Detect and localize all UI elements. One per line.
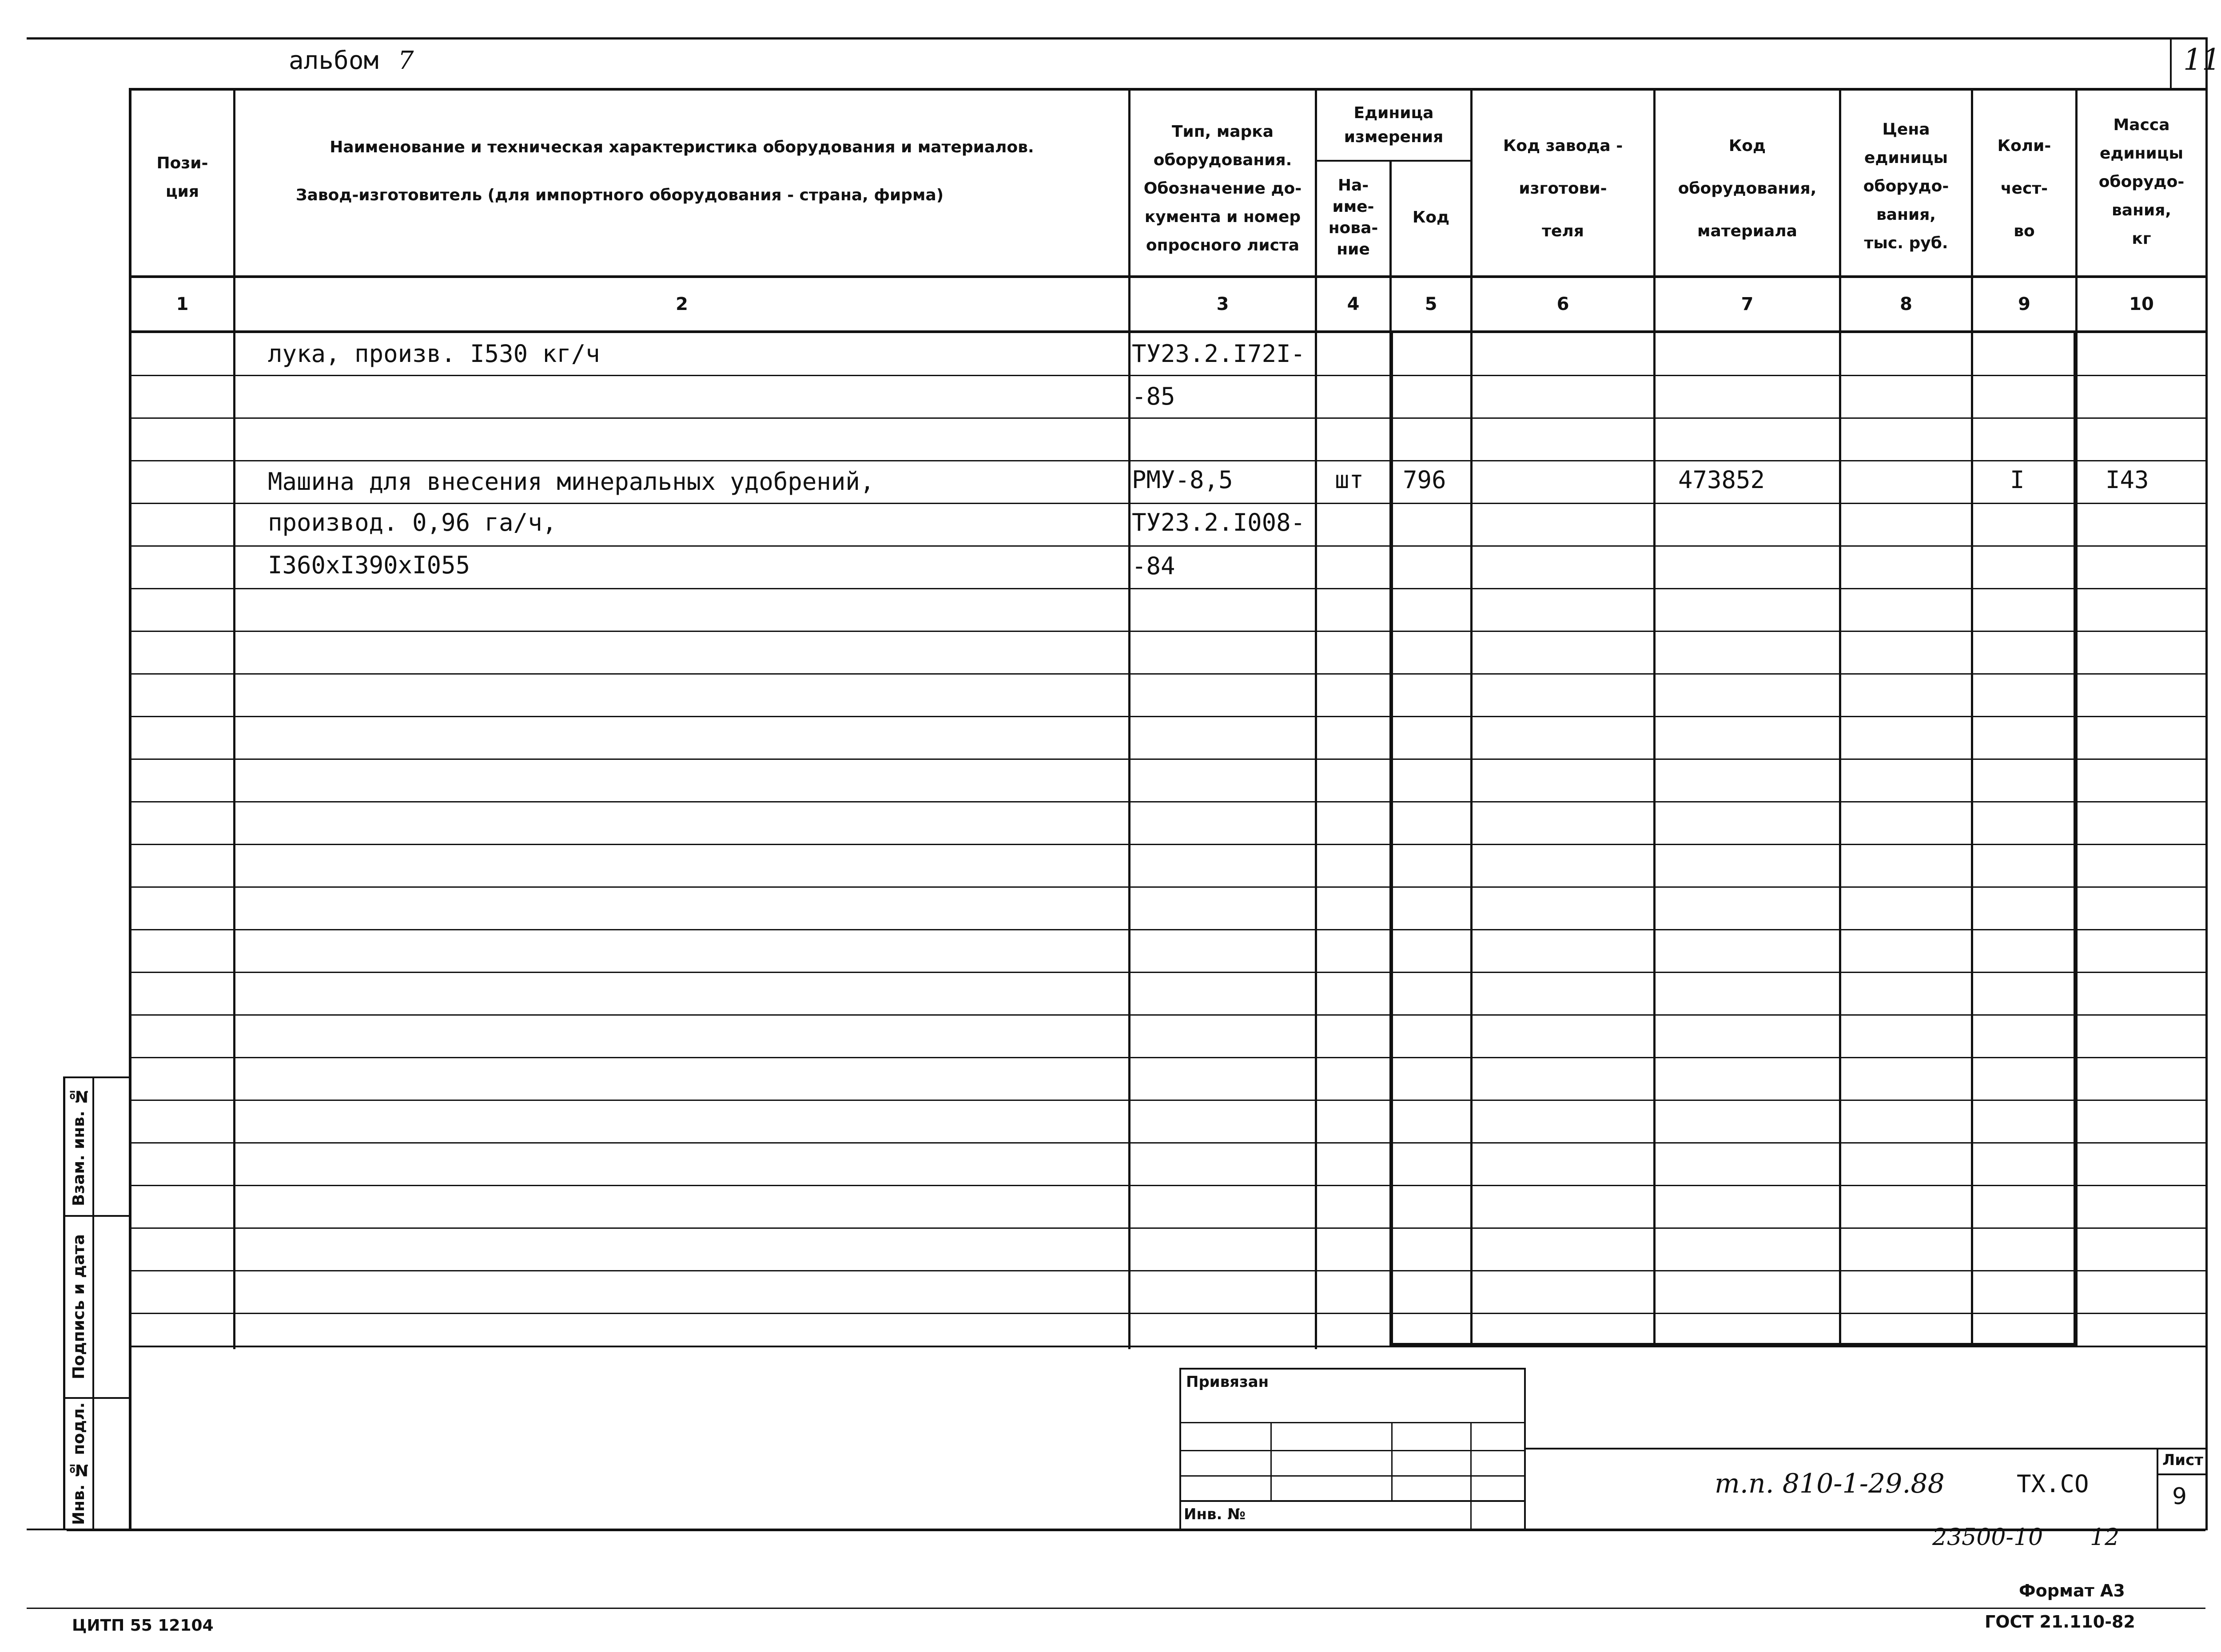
order-page: 12 <box>2090 1524 2120 1551</box>
top-border-line <box>27 37 2208 40</box>
doc-code: т.п. 810-1-29.88 <box>1715 1468 1945 1499</box>
row-line <box>129 1142 2205 1144</box>
bound-col-3 <box>1470 1422 1472 1529</box>
row-line <box>129 417 2205 419</box>
row-line <box>129 1014 2205 1016</box>
row-line <box>129 716 2205 717</box>
col-divider-2 <box>1128 88 1130 1349</box>
row-4-type: РМУ-8,5 <box>1132 466 1233 494</box>
row-line <box>129 1185 2205 1186</box>
table-top-line <box>129 88 2205 91</box>
bold-frame-left <box>1389 331 1393 1346</box>
colnum-8: 8 <box>1900 294 1912 314</box>
row-line <box>129 929 2205 930</box>
side-label-inv-podl: Инв. № подл. <box>70 1402 88 1525</box>
row-line <box>129 673 2205 675</box>
header-unit-group: Единица измерения <box>1344 104 1444 146</box>
doc-mark: ТХ.СО <box>2017 1470 2089 1498</box>
row-5-name: производ. 0,96 га/ч, <box>268 508 557 536</box>
colnum-7: 7 <box>1741 294 1754 314</box>
row-4-unit: шт <box>1335 466 1364 494</box>
row-4-mass: I43 <box>2106 466 2149 494</box>
row-line <box>129 631 2205 632</box>
row-4-name: Машина для внесения минеральных удобрений, <box>268 468 875 496</box>
album-word: альбом <box>289 46 379 75</box>
order-number: 23500-10 <box>1932 1524 2043 1551</box>
header-equipment-code: Код оборудования, материала <box>1678 137 1817 240</box>
row-line <box>129 1227 2205 1229</box>
header-name-line1: Наименование и техническая характеристика оборудования и материалов. <box>330 138 1034 156</box>
row-line <box>129 1313 2205 1314</box>
corner-number: 11 <box>2183 43 2221 77</box>
colnum-5: 5 <box>1425 294 1437 314</box>
bold-frame-right <box>2074 331 2077 1346</box>
row-line <box>129 972 2205 973</box>
stamp-bound: Привязан <box>1186 1373 1269 1391</box>
row-6-name: I360хI390хI055 <box>268 551 470 579</box>
row-line <box>129 758 2205 760</box>
row-1-name: лука, произв. I530 кг/ч <box>268 340 600 368</box>
colnum-9: 9 <box>2018 294 2030 314</box>
header-type: Тип, марка оборудования. Обозначение до- кумента и номер опросного листа <box>1143 123 1302 254</box>
col-divider-1 <box>233 88 235 1349</box>
colnum-1: 1 <box>176 294 189 314</box>
frame-right-line <box>2205 37 2208 1529</box>
colnum-2: 2 <box>676 294 688 314</box>
album-number: 7 <box>398 46 414 75</box>
sheet-box-left <box>2157 1448 2158 1529</box>
citp-label: ЦИТП 55 12104 <box>72 1616 214 1635</box>
album-label <box>289 46 414 75</box>
bound-col-1 <box>1270 1422 1272 1500</box>
unit-group-divider <box>1315 160 1470 162</box>
header-mass: Масса единицы оборудо- вания, кг <box>2098 116 2185 248</box>
bound-col-2 <box>1391 1422 1393 1500</box>
bound-row-4 <box>1179 1500 1526 1502</box>
table-bottom-line <box>129 1346 2205 1347</box>
header-position: Пози- ция <box>156 154 208 201</box>
row-4-code: 796 <box>1403 466 1446 494</box>
row-line <box>129 1100 2205 1101</box>
colnum-6: 6 <box>1556 294 1569 314</box>
row-line <box>129 801 2205 802</box>
row-6-type: -84 <box>1132 552 1175 580</box>
sheet-label: Лист <box>2162 1451 2203 1469</box>
row-line <box>129 886 2205 888</box>
row-2-type: -85 <box>1132 382 1175 410</box>
bound-row-1 <box>1179 1422 1526 1423</box>
bound-row-2 <box>1179 1450 1526 1451</box>
header-unit-code: Код <box>1412 208 1450 226</box>
header-price: Цена единицы оборудо- вания, тыс. руб. <box>1863 120 1949 252</box>
bound-row-3 <box>1179 1475 1526 1477</box>
sheet-box-divider <box>2157 1473 2205 1475</box>
gost-label: ГОСТ 21.110-82 <box>1985 1612 2135 1632</box>
header-unit-name: На- име- нова- ние <box>1328 176 1378 258</box>
row-line <box>129 844 2205 845</box>
colnum-4: 4 <box>1347 294 1360 314</box>
row-1-type: ТУ23.2.I72I- <box>1132 340 1306 368</box>
bound-box-left <box>1179 1368 1181 1529</box>
sheet-number: 9 <box>2172 1483 2187 1510</box>
header-quantity: Коли- чест- во <box>1997 137 2051 240</box>
corner-box-line <box>2170 37 2172 90</box>
row-5-type: ТУ23.2.I008- <box>1132 508 1306 536</box>
footer-line <box>27 1608 2205 1609</box>
side-label-vzam: Взам. инв. № <box>70 1087 88 1207</box>
colnum-10: 10 <box>2129 294 2154 314</box>
side-label-podpis: Подпись и дата <box>70 1234 88 1380</box>
row-4-quantity: I <box>2010 466 2025 494</box>
row-4-equipment-code: 473852 <box>1678 466 1765 494</box>
row-line <box>129 1270 2205 1271</box>
col-divider-3 <box>1315 88 1317 1349</box>
row-line <box>129 375 2205 376</box>
row-line <box>129 588 2205 589</box>
bound-box-top <box>1179 1368 1526 1370</box>
row-line <box>129 1057 2205 1058</box>
colnum-bottom-line <box>129 330 2205 333</box>
title-row-line <box>1526 1448 2205 1449</box>
colnum-3: 3 <box>1216 294 1229 314</box>
stamp-inv: Инв. № <box>1184 1505 1246 1523</box>
header-name-line2: Завод-изготовитель (для импортного оборудования - страна, фирма) <box>296 186 944 204</box>
header-factory-code: Код завода - изготови- теля <box>1503 137 1623 240</box>
side-column-divider <box>92 1076 94 1530</box>
inner-bottom-line <box>67 1529 2205 1531</box>
format-label: Формат А3 <box>2019 1581 2125 1600</box>
